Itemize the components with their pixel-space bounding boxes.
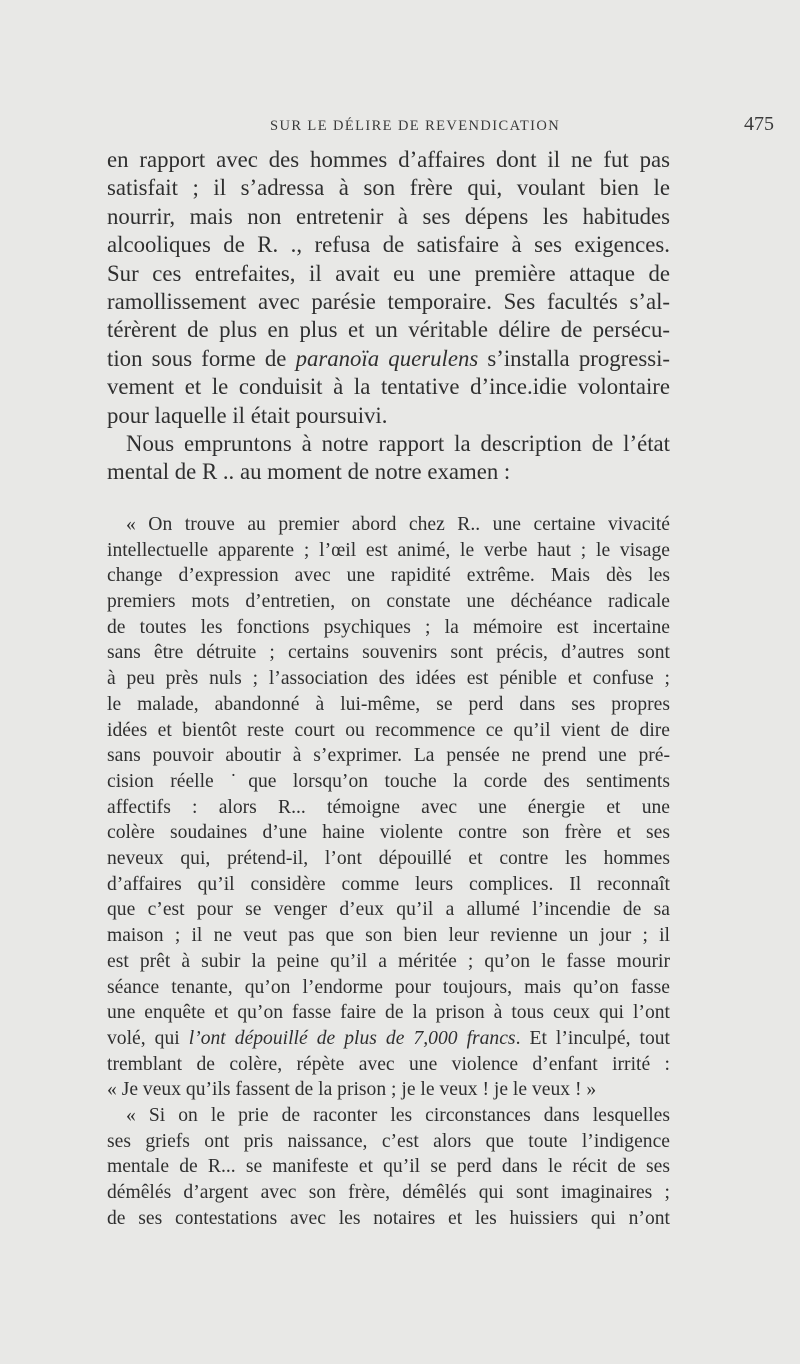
text-line: nourrir, mais non entretenir à ses dépens les habitudes — [107, 203, 670, 229]
quote-line: sans être détruite ; certains souvenirs sont précis, d’autres sont — [107, 642, 670, 664]
paragraph-2 — [107, 430, 670, 487]
quote-line: maison ; il ne veut pas que son bien leur revienne un jour ; il — [107, 925, 670, 947]
text-line: en rapport avec des hommes d’affaires dont il ne fut pas — [107, 147, 670, 172]
quote-line: démêlés d’argent avec son frère, démêlés qui sont imaginaires ; — [107, 1182, 670, 1204]
text-line-mixed — [107, 345, 670, 373]
quote-line: change d’expression avec une rapidité extrême. Mais dès les — [107, 565, 670, 587]
text-line: pour laquelle il était poursuivi. — [107, 402, 388, 428]
text-segment: . Et l’inculpé, tout — [515, 1027, 670, 1049]
text-segment: s’installa progressi- — [487, 345, 670, 371]
text-line: ramollissement avec parésie temporaire. Ses facultés s’al- — [107, 289, 670, 315]
text-segment: volé, qui — [107, 1027, 180, 1049]
quote-line: cision réelle ˙que lorsqu’on touche la corde des sentiments — [107, 770, 670, 792]
quote-line: affectifs : alors R... témoigne avec une énergie et une — [107, 796, 670, 818]
italic-term: paranoïa querulens — [295, 345, 479, 371]
quote-line: sans pouvoir aboutir à s’exprimer. La pensée ne prend une pré- — [107, 745, 670, 767]
running-title: SUR LE DÉLIRE DE REVENDICATION — [270, 118, 561, 134]
quote-line: colère soudaines d’une haine violente contre son frère et ses — [107, 822, 670, 844]
quote-line-mixed — [107, 1026, 670, 1052]
quote-line: est prêt à subir la peine qu’il a méritée ; qu’on le fasse mourir — [107, 950, 670, 972]
text-segment: tion sous forme de — [107, 345, 287, 371]
quotation-2 — [107, 1103, 670, 1232]
text-line: Sur ces entrefaites, il avait eu une première attaque de — [107, 260, 670, 286]
text-line: Nous empruntons à notre rapport la description de l’état — [126, 431, 670, 457]
body-text — [107, 146, 670, 1232]
quote-line: à peu près nuls ; l’association des idées est pénible et confuse ; — [107, 668, 670, 690]
quote-line: le malade, abandonné à lui-même, se perd dans ses propres — [107, 693, 670, 715]
quote-line: « On trouve au premier abord chez R.. une certaine vivacité — [126, 513, 670, 535]
quote-line: d’affaires qu’il considère comme leurs complices. Il reconnaît — [107, 873, 670, 895]
quote-line: tremblant de colère, répète avec une violence d’enfant irrité : — [107, 1053, 670, 1075]
quote-line: de toutes les fonctions psychiques ; la mémoire est incertaine — [107, 616, 670, 638]
quote-line: ses griefs ont pris naissance, c’est alors que toute l’indigence — [107, 1130, 670, 1152]
quote-line: neveux qui, prétend-il, l’ont dépouillé et contre les hommes — [107, 848, 670, 870]
quote-line: de ses contestations avec les notaires et les huissiers qui n’ont — [107, 1207, 670, 1229]
text-line: alcooliques de R. ., refusa de satisfaire à ses exigences. — [107, 232, 670, 258]
text-line: térèrent de plus en plus et un véritable délire de persécu- — [107, 317, 670, 343]
quote-line: « Je veux qu’ils fassent de la prison ; je le veux ! je le veux ! » — [107, 1079, 597, 1101]
quote-line: séance tenante, qu’on l’endorme pour toujours, mais qu’on fasse — [107, 976, 670, 998]
quotation-1 — [107, 512, 670, 1103]
quote-line: mentale de R... se manifeste et qu’il se perd dans le récit de ses — [107, 1156, 670, 1178]
quote-line: idées et bientôt reste court ou recommence ce qu’il vient de dire — [107, 719, 670, 741]
quote-line: une enquête et qu’on fasse faire de la prison à tous ceux qui l’ont — [107, 1002, 670, 1024]
quote-line: premiers mots d’entretien, on constate une déchéance radicale — [107, 590, 670, 612]
text-line: mental de R .. au moment de notre examen : — [107, 459, 511, 485]
text-line: satisfait ; il s’adressa à son frère qui, voulant bien le — [107, 175, 670, 201]
page-number: 475 — [744, 113, 774, 135]
quote-line: que c’est pour se venger d’eux qu’il a allumé l’incendie de sa — [107, 899, 670, 921]
text-line: vement et le conduisit à la tentative d’ince.idie volontaire — [107, 374, 670, 400]
paragraph-1 — [107, 146, 670, 430]
quote-line: « Si on le prie de raconter les circonstances dans lesquelles — [126, 1105, 670, 1127]
quote-line: intellectuelle apparente ; l’œil est animé, le verbe haut ; le visage — [107, 539, 670, 561]
italic-term: l’ont dépouillé de plus de 7,000 francs — [188, 1027, 516, 1049]
